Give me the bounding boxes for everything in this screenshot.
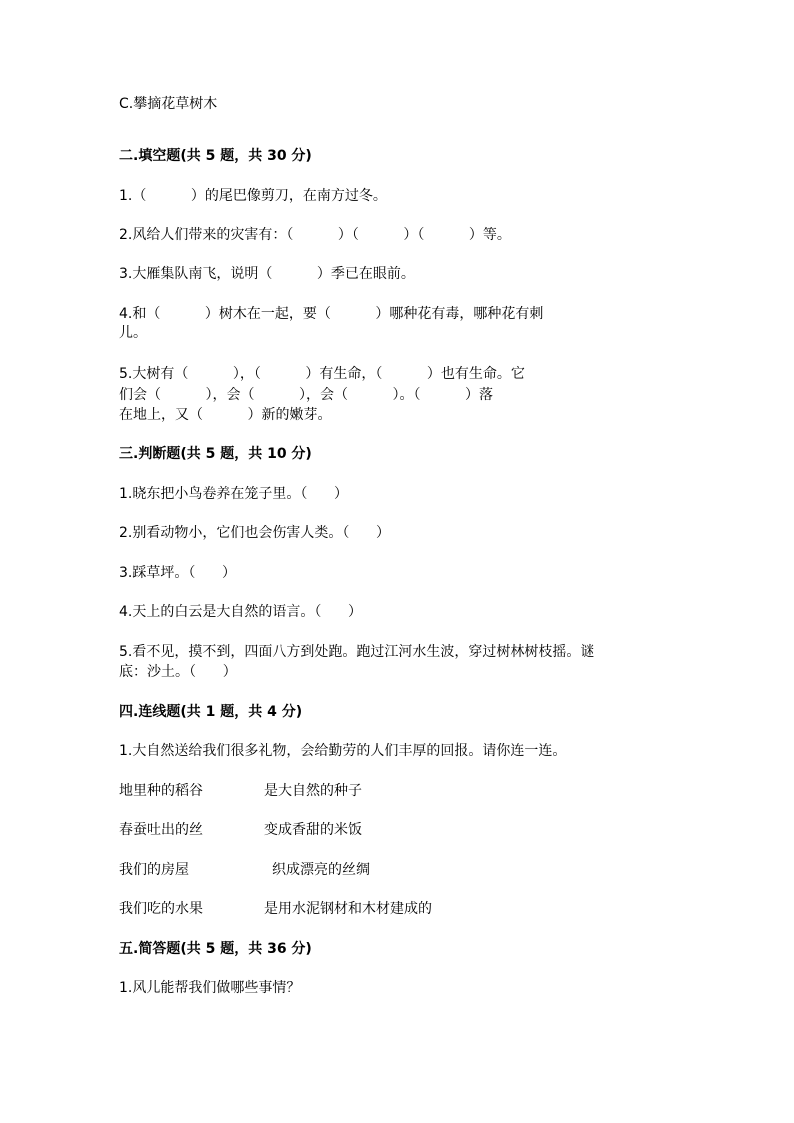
section-3-heading: 三.判断题(共 5 题，共 10 分) [119,446,312,462]
fill-question-4-line-1: 4.和（ ）树木在一起，要（ ）哪种花有毒，哪种花有刺 [119,306,544,322]
fill-question-5-line-2: 们会（ ），会（ ），会（ ）。（ ）落 [119,387,494,403]
fill-question-3: 3.大雁集队南飞，说明（ ）季已在眼前。 [119,266,415,282]
fill-question-5-line-1: 5.大树有（ ），（ ）有生命，（ ）也有生命。它 [119,366,525,382]
judge-question-3: 3.踩草坪。（ ） [119,565,237,581]
match-right-item: 是用水泥钢材和木材建成的 [264,901,432,917]
match-left-item: 地里种的稻谷 [119,783,203,799]
short-answer-question-1: 1.风儿能帮我们做哪些事情？ [119,980,301,996]
section-2-heading: 二.填空题(共 5 题，共 30 分) [119,148,312,164]
judge-question-5-line-2: 底：沙土。（ ） [119,664,237,680]
judge-question-2: 2.别看动物小，它们也会伤害人类。（ ） [119,525,391,541]
prev-question-option-c: C.攀摘花草树木 [119,96,218,112]
match-right-item: 是大自然的种子 [264,783,362,799]
section-4-heading: 四.连线题(共 1 题，共 4 分) [119,704,303,720]
judge-question-5-line-1: 5.看不见，摸不到，四面八方到处跑。跑过江河水生波，穿过树林树枝摇。谜 [119,644,595,660]
match-right-item: 变成香甜的米饭 [264,822,362,838]
judge-question-4: 4.天上的白云是大自然的语言。（ ） [119,604,363,620]
match-right-item: 织成漂亮的丝绸 [272,862,370,878]
match-question-1: 1.大自然送给我们很多礼物，会给勤劳的人们丰厚的回报。请你连一连。 [119,743,567,759]
match-left-item: 我们吃的水果 [119,901,203,917]
fill-question-2: 2.风给人们带来的灾害有：（ ）（ ）（ ）等。 [119,227,511,243]
fill-question-4-line-2: 儿。 [119,325,147,341]
section-5-heading: 五.简答题(共 5 题，共 36 分) [119,941,312,957]
match-left-item: 春蚕吐出的丝 [119,822,203,838]
judge-question-1: 1.晓东把小鸟卷养在笼子里。（ ） [119,486,349,502]
fill-question-5-line-3: 在地上，又（ ）新的嫩芽。 [119,407,332,423]
match-left-item: 我们的房屋 [119,862,189,878]
fill-question-1: 1.（ ）的尾巴像剪刀，在南方过冬。 [119,188,387,204]
